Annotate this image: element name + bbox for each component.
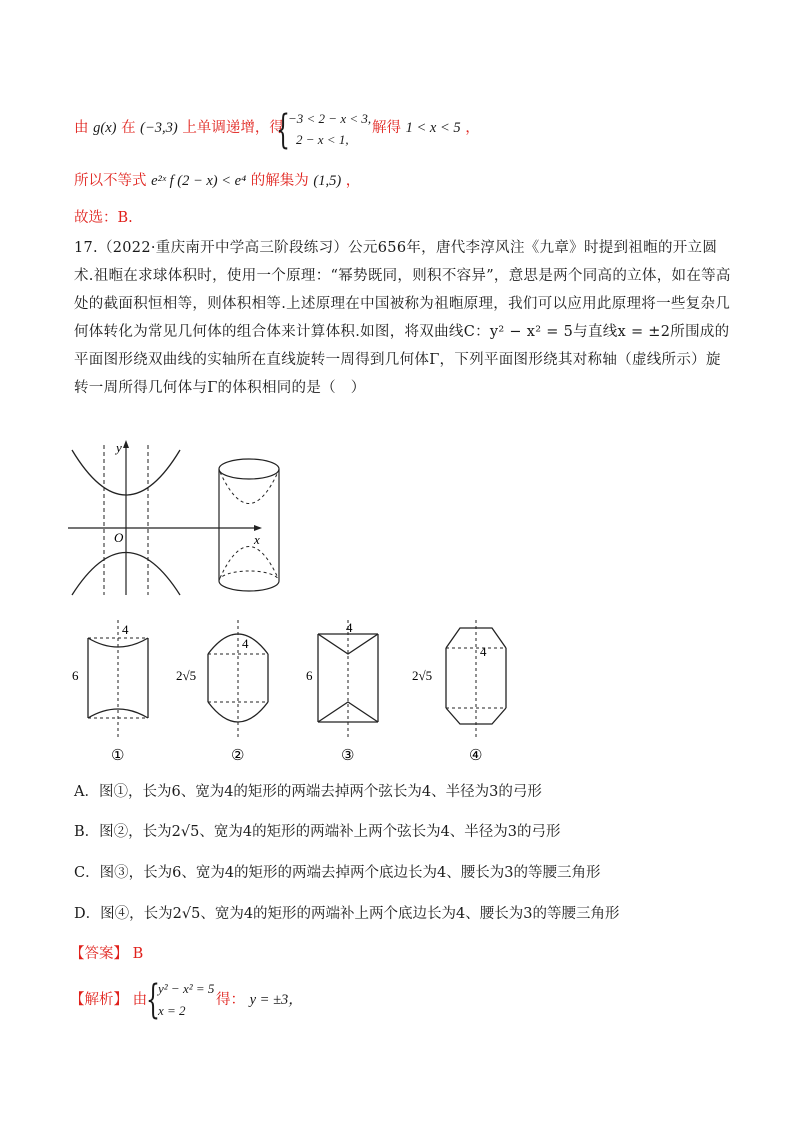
option-b: B．图②，长为2√5、宽为4的矩形的两端补上两个弦长为4、半径为3的弓形 (74, 824, 561, 840)
analysis-label: 【解析】 (70, 992, 128, 1008)
solution-line-1b (372, 118, 480, 138)
solution-line-3: 故选：B. (74, 210, 133, 226)
solution-line-1 (74, 118, 284, 138)
inequality: e²ˣ f (2 − x) < e⁴ (151, 173, 247, 189)
side-length-label: 6 (306, 668, 313, 683)
solution-line-2 (74, 171, 360, 191)
option-a: A．图①，长为6、宽为4的矩形的两端去掉两个弦长为4、半径为3的弓形 (74, 784, 542, 800)
top-length-label: 4 (122, 622, 129, 637)
caption: ③ (341, 748, 355, 764)
analysis-line (70, 990, 147, 1010)
solution-set: (1,5) (313, 173, 342, 189)
origin-label: O (114, 530, 124, 545)
text: ， (465, 120, 480, 136)
analysis-system-1: y² − x² = 5 (158, 981, 215, 996)
result: 1 < x < 5 (405, 120, 461, 136)
side-length-label: 6 (72, 668, 79, 683)
question-text: 17.（2022·重庆南开中学高三阶段练习）公元656年，唐代李淳风注《九章》时提到祖暅的开立圆术.祖暅在求球体积时，使用一个原理：“幂势既同，则积不容异”，意思是两个同高的立体，如在等高处的截面积恒相等，则体积相等.上述原理在中国被称为祖暅原理，我们可以应用此原理将一些复杂几何体转化为常见几何体的组合体来计算体积.如图，将双曲线C：y² − x² = 5与直线x = ±2所围成的平面图形绕双曲线的实轴所在直线旋转一周得到几何体Γ，下列平面图形绕其对称轴（虚线所示）旋转一周所得几何体与Γ的体积相同的是（ ） (74, 240, 731, 396)
text: 解得 (372, 120, 401, 136)
option-d: D．图④，长为2√5、宽为4的矩形的两端补上两个底边长为4、腰长为3的等腰三角形 (74, 906, 620, 922)
caption: ② (231, 748, 245, 764)
shape-1 (70, 618, 180, 768)
top-length-label: 4 (242, 636, 249, 651)
x-axis-label: x (254, 532, 260, 547)
bottom-ellipse-back (219, 571, 279, 581)
side-length-label: 2√5 (412, 668, 433, 683)
text: 在 (121, 120, 136, 136)
text: ， (345, 173, 361, 189)
answer-line (70, 944, 143, 964)
function-g: g(x) (93, 120, 117, 136)
solid-gamma-figure (214, 455, 284, 595)
system-line-1: −3 < 2 − x < 3, (288, 111, 372, 126)
result: y = ±3， (249, 992, 303, 1008)
text: 所以不等式 (74, 173, 147, 189)
system-brace-2: { (146, 977, 160, 1023)
option-c: C．图③，长为6、宽为4的矩形的两端去掉两个底边长为4、腰长为3的等腰三角形 (74, 865, 601, 881)
caption: ① (111, 748, 125, 764)
text: 得： (216, 992, 245, 1008)
y-axis-label: y (116, 440, 122, 455)
caption: ④ (469, 748, 483, 764)
answer-label: 【答案】 (70, 946, 128, 962)
system-line-2: 2 − x < 1, (296, 132, 349, 147)
top-ellipse (219, 459, 279, 479)
analysis-result (216, 990, 303, 1010)
analysis-system-2: x = 2 (158, 1003, 186, 1018)
bottom-ellipse-front (219, 581, 279, 591)
shape-4 (408, 618, 528, 768)
top-length-label: 4 (480, 644, 487, 659)
top-length-label: 4 (346, 620, 353, 635)
text: 由 (74, 120, 89, 136)
answer-value: B (132, 946, 144, 962)
shape-3 (300, 618, 410, 768)
text: 由 (132, 992, 148, 1008)
system-brace-1: { (276, 107, 290, 153)
text: 的解集为 (250, 173, 309, 189)
text: 上单调递增，得 (182, 120, 284, 136)
shape-2 (172, 618, 282, 768)
y-arrow-icon (123, 440, 129, 448)
side-length-label: 2√5 (176, 668, 197, 683)
interval: (−3,3) (140, 120, 178, 136)
